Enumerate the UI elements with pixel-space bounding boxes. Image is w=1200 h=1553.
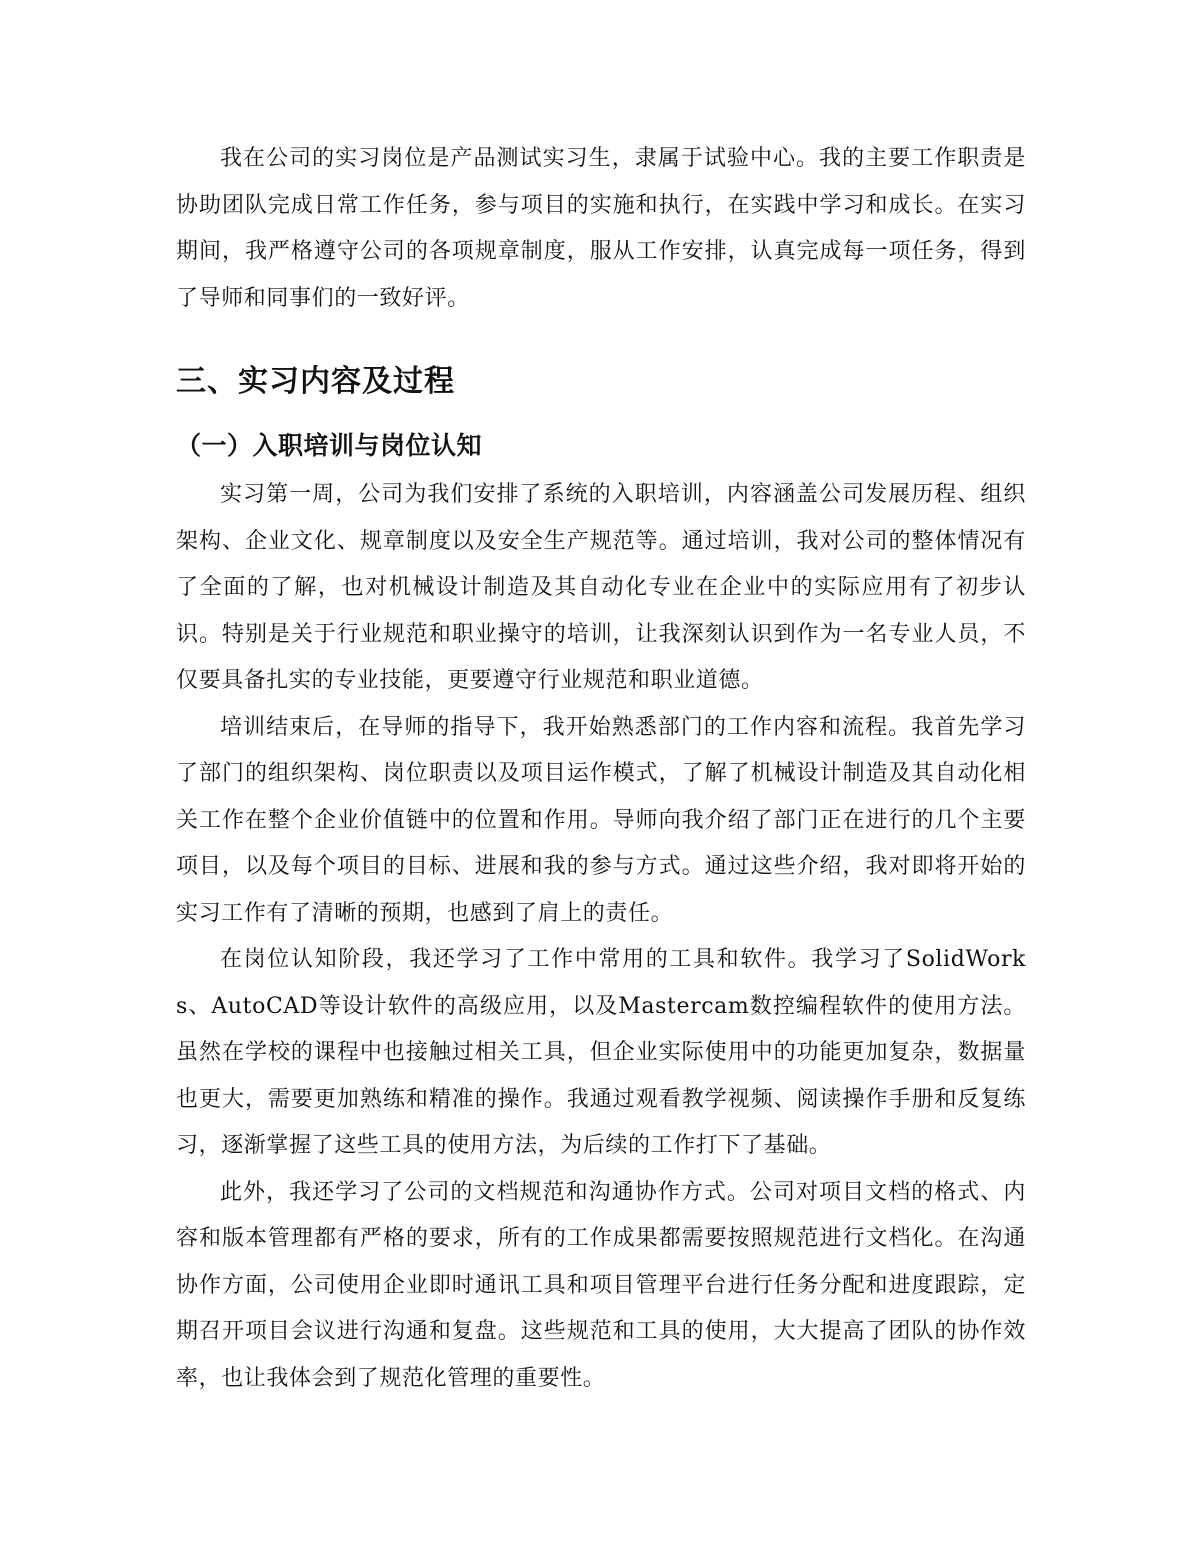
intro-paragraph: 我在公司的实习岗位是产品测试实习生，隶属于试验中心。我的主要工作职责是协助团队完成日常工作任务，参与项目的实施和执行，在实践中学习和成长。在实习期间，我严格遵守公司的各项规章制度，服从工作安排，认真完成每一项任务，得到了导师和同事们的一致好评。 [176,146,1026,311]
spacer [176,402,1026,428]
body-paragraph-4: 此外，我还学习了公司的文档规范和沟通协作方式。公司对项目文档的格式、内容和版本管理都有严格的要求，所有的工作成果都需要按照规范进行文档化。在沟通协作方面，公司使用企业即时通讯工具和项目管理平台进行任务分配和进度跟踪，定期召开项目会议进行沟通和复盘。这些规范和工具的使用，大大提高了团队的协作效率，也让我体会到了规范化管理的重要性。 [176,1179,1026,1391]
body-paragraph-2: 培训结束后，在导师的指导下，我开始熟悉部门的工作内容和流程。我首先学习了部门的组织架构、岗位职责以及项目运作模式，了解了机械设计制造及其自动化相关工作在整个企业价值链中的位置和作用。导师向我介绍了部门正在进行的几个主要项目，以及每个项目的目标、进展和我的参与方式。通过这些介绍，我对即将开始的实习工作有了清晰的预期，也感到了肩上的责任。 [176,714,1026,926]
section-heading: 三、实习内容及过程 [176,364,455,399]
spacer [176,464,1026,472]
body-paragraph-1: 实习第一周，公司为我们安排了系统的入职培训，内容涵盖公司发展历程、组织架构、企业文化、规章制度以及安全生产规范等。通过培训，我对公司的整体情况有了全面的了解，也对机械设计制造及其自动化专业在企业中的实际应用有了初步认识。特别是关于行业规范和职业操守的培训，让我深刻认识到作为一名专业人员，不仅要具备扎实的专业技能，更要遵守行业规范和职业道德。 [176,482,1026,693]
spacer [176,322,1026,362]
document-body [176,136,1026,1402]
subsection-heading: （一）入职培训与岗位认知 [176,431,483,460]
body-paragraph-3: 在岗位认知阶段，我还学习了工作中常用的工具和软件。我学习了SolidWorks、AutoCAD等设计软件的高级应用，以及Mastercam数控编程软件的使用方法。虽然在学校的课程中也接触过相关工具，但企业实际使用中的功能更加复杂，数据量也更大，需要更加熟练和精准的操作。我通过观看教学视频、阅读操作手册和反复练习，逐渐掌握了这些工具的使用方法，为后续的工作打下了基础。 [176,947,1026,1158]
